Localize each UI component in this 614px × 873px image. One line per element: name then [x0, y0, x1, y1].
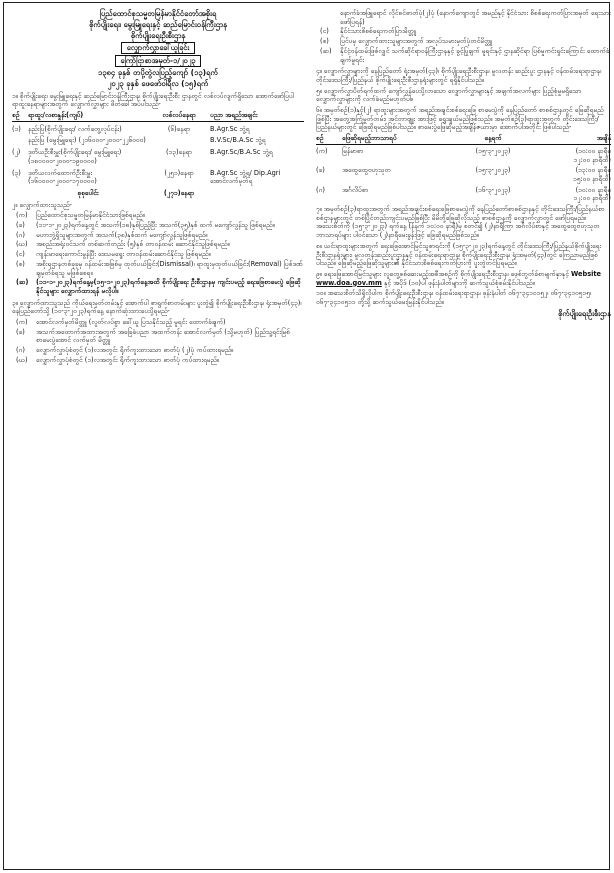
date-english: ၂၀၂၃ ခုနှစ် ဖေဖော်ဝါရီလ (၁၅)ရက်	[107, 78, 209, 88]
date-myanmar: ၁၃၈၄ ခုနှစ် တပို့တွဲလပြည့်ကျော် (၁၃)ရက်	[98, 67, 218, 77]
right-column	[316, 9, 611, 319]
intro-paragraph: ၁။ စိုက်ပျိုးရေး၊ မွေးမြူရေးနှင့် ဆည်မြောင်းဝန်ကြီးဌာန၊ စိုက်ပျိုးရေးဦးစီး ဌာနတွင် လစ်လပ်လျက်ရှိသော အောက်ဖော်ပြပါ ရာထူးနေရာများအတွက် လျှောက်လွှာများ ဖိတ်ခေါ်အပ်ပါသည်-	[12, 91, 294, 109]
notice-frame	[3, 2, 610, 870]
table-row: (ခ) အထွေထွေဗဟုသုတ (၁၅-၃-၂၀၂၃) (၁၃:၀၀ နာရီမှ ၁၅:၀၀ နာရီထိ)	[316, 166, 611, 183]
list-item: (က) အောင်လက်မှတ်မိတ္တူ (လွတ်လပ်စွာ ခေါ်ယူ ပြသနိုင်သည့် မူရင်း ထောက်ခံချက်)	[16, 318, 226, 327]
paragraph-10: ၁၀။ အသေးစိတ်သိရှိလိုပါက စိုက်ပျိုးရေးဦးစီးဌာန၊ ဝန်ထမ်းရေးရာဌာန၊ ဖုန်းနံပါတ် ၀၆၇-၃၄၁၀၁၅၂၊ ၀၆၇-၃၄၁၀၅၁၅၊ ၀၆၇-၃၄၁၀၅၁၁ တို့သို့ ဆက်သွယ်မေးမြန်းနိုင်ပါသည်။	[316, 289, 591, 307]
paragraph-8: ၈။ ယင်းရာထူးများအတွက် ရေးဖြေအောင်မြင်သူစာရင်းကို (၁၅-၃-၂၀၂၃)ရက်နေ့တွင် တိုင်းဒေသကြီး/ပြည်နယ်စိုက်ပျိုးရေးဦးစီးဌာနရုံးများ၊ မူလတန်းဆည်းပူးဌာနနှင့် ဝန်ထမ်းရေးရာဌာန၊ စိုက်ပျိုးရေးဦးစီးဌာန၊ ရုံးအမှတ်(၄၃)တွင် ကြေညာမည်ဖြစ်ပါသည်။ ဖြေဆိုမည့်ဖြေဆိုသူများ၏ နိုင်ငံသားစိစစ်ရေးကတ်ပြားကို ပူးတွဲတင်ပြရမည်။	[316, 241, 602, 268]
exam-table-header: စဉ် ဖြေဆိုရမည့်ဘာသာရပ် နေ့ရက် အချိန်	[316, 134, 611, 145]
col-title: ရာထူး/လစာနှုန်း(ကျပ်)	[28, 111, 84, 120]
positions-table	[12, 125, 304, 198]
department-title: စိုက်ပျိုးရေးဦးစီးဌာန	[130, 31, 186, 41]
notice-number: ကြော်ငြာစာအမှတ်-၁/၂၀၂၃	[115, 55, 202, 67]
list-item: နောက်ခံအဖြူရောင် လိုင်စင်ဓာတ်ပုံ(၂)ပုံ (နောက်ကျောတွင် အမည်နှင့် နိုင်ငံသား စိစစ်ရေးကတ်ပြားအမှတ် ရေးသား ဖော်ပြရန်)	[340, 9, 611, 26]
table-row: နည်းပြ (မွေးမြူရေး) (၂၁၆၀၀၀-၂၀၀၀-၂၂၆၀၀၀) B.V.Sc/B.A.Sc ဘွဲ့ရ	[28, 136, 266, 145]
section-2-list	[12, 211, 304, 295]
paragraph-6: ၆။ အမှတ်စဉ်(၁)နှင့်(၂) ရာထူးများအတွက် အရည်အချင်းစစ်ရေးဖြေ စာမေးပွဲကို နေပြည်တော် စာစစ်ဌာနတွင် ဖြေဆိုရမည်ဖြစ်ပြီး အတွေ့အကြုံမှတ်တမ်း၊ အင်တာဗျူး အားဖြင့် ရွေးချယ်မည်ဖြစ်သည်။ အမှတ်စဉ်(၃)ရာထူးအတွက် တိုင်းဒေသကြီး/ပြည်နယ်များတွင် ဖြေဆိုရမည်ဖြစ်ပါသည်။ စာမေးပွဲဖြေဆိုမည့်အချိန်ဇယားမှာ အောက်ပါအတိုင်း ဖြစ်ပါသည်-	[316, 106, 604, 132]
table-row: (ဂ) အင်္ဂလိပ်စာ (၁၆-၃-၂၀၂၃) (၁၀:၀၀ နာရီမှ ၁၂:၀၀ နာရီထိ)	[316, 185, 611, 203]
list-item: (င) ကျန်းမာရေးကောင်းမွန်ပြီး ဒေသမရွေး တာဝန်ထမ်းဆောင်နိုင်သူ ဖြစ်ရမည်။	[16, 250, 211, 259]
website-label: Website	[570, 269, 602, 278]
list-item: (ဃ) အစည်းအရုံးဝင်သက် တစ်ဆက်တည်း (၅)နှစ် တာဝန်ထမ်း ဆောင်နိုင်သူဖြစ်ရမည်။	[16, 240, 230, 249]
total-label: စုစုပေါင်း	[77, 188, 99, 197]
left-column	[12, 9, 304, 366]
section-3-list	[12, 318, 304, 365]
exam-table	[316, 147, 611, 203]
section-3-heading: ၃။ လျှောက်ထားသူသည် ကိုယ်ရေးမှတ်တမ်းနှင့် အောက်ပါ စာရွက်စာတမ်းများ ပူးတွဲ၍ စိုက်ပျိုးရေးဦးစီးဌာန၊ ရုံးအမှတ်(၄၃)၊ နေပြည်တော်သို့ (၁၀-၃-၂၀၂၃)ရက်နေ့ နောက်ဆုံးထားပေးပို့ရမည်-	[12, 298, 302, 316]
list-item: (ဆ) နိုင်ငံ့ဝန်ထမ်းဖြစ်လျှင် သက်ဆိုင်ရာဝန်ကြီးဌာနနှင့် ခွင့်ပြုချက် မူရင်းနှင့် ဌာနဆိုင်ရာ ပြစ်မှုကင်းရှင်းကြောင်း ထောက်ခံချက်မူရင်း	[320, 46, 610, 64]
table-row: (၂) ဒုတိယဦးစီးမှူး(စိုက်ပျိုးရေး/ မွေးမြူရေး) (၁၈၀၀၀၀-၂၀၀၀-၁၉၀၀၀၀) (၁၃)နေရာ B.Agr.Sc/B.A.Sc ဘွဲ့ရ	[12, 148, 273, 165]
section-2-heading: ၂။ လျှောက်ထားသူသည်-	[12, 200, 72, 209]
list-item: (ဂ) မဟာဘွဲ့ရှိသူများအတွက် အသက်(၃၈)နှစ်ထက် မကျော်လွန်သူဖြစ်ရမည်။	[16, 230, 208, 239]
govt-title: ပြည်ထောင်စုသမ္မတမြန်မာနိုင်ငံတော်အစိုးရ	[99, 9, 217, 18]
signature-block: စိုက်ပျိုးရေးဦးစီးဌာန	[558, 308, 611, 318]
notice-heading: လျှောက်လွှာခေါ်ယူခြင်း	[121, 42, 195, 54]
paragraph-5: ၅။ လျှောက်လွှာပိတ်ရက်ထက် ကျော်လွန်ပေးပို့လာသော လျှောက်လွှာများနှင့် အချက်အလက်များ ပြည့်စုံမှုမရှိသော လျှောက်လွှာများကို လက်ခံမည်မဟုတ်ပါ။	[316, 86, 582, 104]
website-link[interactable]: www.doa.gov.mm	[316, 278, 382, 287]
paragraph-4: ၄။ လျှောက်လွှာများကို နေပြည်တော် ရုံးအမှတ်(၄၃)၊ စိုက်ပျိုးရေးဦးစီးဌာန၊ မူလတန်း ဆည်းပူး ဌာနနှင့် ဝန်ထမ်းရေးရာဌာန၊ တိုင်းဒေသကြီး/ပြည်နယ် စိုက်ပျိုးရေးဦးစီးဌာနရုံးများတွင် ရရှိနိုင်ပါသည်။	[316, 67, 602, 84]
table-row: (က) မြန်မာစာ (၁၅-၃-၂၀၂၃) (၁၀:၀၀ နာရီမှ ၁၂:၀၀ နာရီထိ)	[316, 146, 611, 164]
ministry-title: စိုက်ပျိုးရေး၊ မွေးမြူရေးနှင့် ဆည်မြောင်းဝန်ကြီးဌာန	[89, 20, 227, 30]
col-no: စဉ်	[12, 111, 20, 120]
list-item: (ဃ) လျှောက်လွှာပုံစံတွင် (၁)လအတွင်း ရိုက်ကူးထားသော ဓာတ်ပုံ ကပ်ထားရမည်။	[16, 355, 219, 364]
table-row: (၁) နည်းပြ(စိုက်ပျိုးရေး/ လက်တွေ့လုပ်ငန်း) (၆)နေရာ B.Agr.Sc ဘွဲ့ရ	[12, 124, 250, 133]
positions-table-header	[12, 111, 304, 122]
list-item: (စ) ပြင်ပမှ လျှောက်ထားသူများအတွက် အလုပ်သမားမှတ်ပုံတင်မိတ္တူ	[320, 37, 493, 46]
list-item: (ဂ) လျှောက်လွှာပုံစံတွင် (၁)လအတွင်း ရိုက်ကူးထားသော ဓာတ်ပုံ (၂)ပုံ ကပ်ထားရမည်။	[16, 346, 234, 355]
list-item: (က) ပြည်ထောင်စုသမ္မတမြန်မာနိုင်ငံသားဖြစ်ရမည်။	[16, 211, 145, 220]
list-item: (စ) အစိုးရဌာနတစ်ခုခုမှ ဝန်ထမ်းအဖြစ်မှ ထုတ်ပယ်ခြင်း(Dismissal)၊ ရာထူးမှထုတ်ပယ်ခြင်း(Removal) ပြစ်ဒဏ်ချမှတ်ခံရသူ မဖြစ်စေရ။	[16, 259, 303, 277]
list-item: (ခ) အသက်အထောက်အထားအတွက် အခြေခံပညာ အထက်တန်း အောင်လက်မှတ် (သို့မဟုတ်) ပြည်သူ့ရင်းမြစ် စာမေးပွဲအောင် လက်မှတ် မိတ္တူ	[16, 327, 290, 345]
list-item: (ခ) (၁၁-၁-၂၀၂၃)ရက်နေ့တွင် အသက်(၁၈)နှစ်ပြည့်ပြီး အသက်(၃၅)နှစ် ထက် မကျော်လွန်သူ ဖြစ်ရမည်။	[16, 221, 275, 230]
total-value: (၂၇၁)နေရာ	[163, 188, 195, 197]
list-item: (ဆ) (၁၁-၁-၂၀၂၃)ရက်နေ့မှ(၁၅-၁-၂၀၂၃)ရက်နေ့အထိ စိုက်ပျိုးရေး ဦးစီးဌာနမှ ကျင်းပမည့် ရေးဖြေစာမေးပွဲ ဖြေဆိုနိုင်သူများ လျှောက်ထားရန် မလိုပါ။	[16, 278, 301, 295]
col-qual: ပညာ အရည်အချင်း	[210, 111, 258, 120]
paragraph-7: ၇။ အမှတ်စဉ်(၃)ရာထူးအတွက် အရည်အချင်းစစ်ရေးဖြေစာမေးပွဲကို နေပြည်တော်စာစစ်ဌာနနှင့် တိုင်းဒေသကြီး/ပြည်နယ်စာစစ်ဌာနများတွင် တစ်ပြိုင်တည်းကျင်းပမည်ဖြစ်ပြီး မိမိတို့ဖြေဆိုလိုသည့် စာစစ်ဌာနကို လျှောက်လွှာတွင် ဖော်ပြရမည်။ အသေးစိတ်ကို (၁၅-၃-၂၀၂၃) ရက်နေ့ (နံနက် ၁၀:၀၀ နာရီ)မှ စတင်၍ (၂)နာရီကြာ အင်္ဂလိပ်စာနှင့် အထွေထွေဗဟုသုတဘာသာရပ်များ ပါဝင်သော (၂)နာရီမေးခွန်းဖြင့် ဖြေဆိုရမည်ဖြစ်သည်။	[316, 205, 605, 240]
list-item: (င) နိုင်ငံသားစိစစ်ရေးကတ်ပြားမိတ္တူ	[320, 27, 416, 36]
col-count: လစ်လပ်နေရာ	[162, 111, 196, 120]
table-row: (၃) ဒုတိယလက်ထောက်ဦးစီးမှူး (၁၆၀၀၀၀-၂၀၀၀-၁၇၀၀၀၀) (၂၅၁)နေရာ B.Agr.Sc ဘွဲ့ရ/ Dip.Agri အောင်လက်မှတ်ရ	[12, 168, 281, 186]
paragraph-9: ၉။ ရေးဖြေအောင်မြင်သူများ လူတွေ့စစ်ဆေးမည့်အစီအစဉ်ကို စိုက်ပျိုးရေးဦးစီးဌာန၊ ဖေ့စ်ဘွတ်ခ်စာမျက်နှာနှင့် Website www.doa.gov.mm နှင့် အပိုဒ် (၁၀)ပါ ဖုန်းနံပါတ်များကို ဆက်သွယ်စုံစမ်းနိုင်ပါသည်။	[316, 269, 602, 287]
total-row	[12, 189, 304, 198]
section-3-continued	[316, 9, 611, 64]
